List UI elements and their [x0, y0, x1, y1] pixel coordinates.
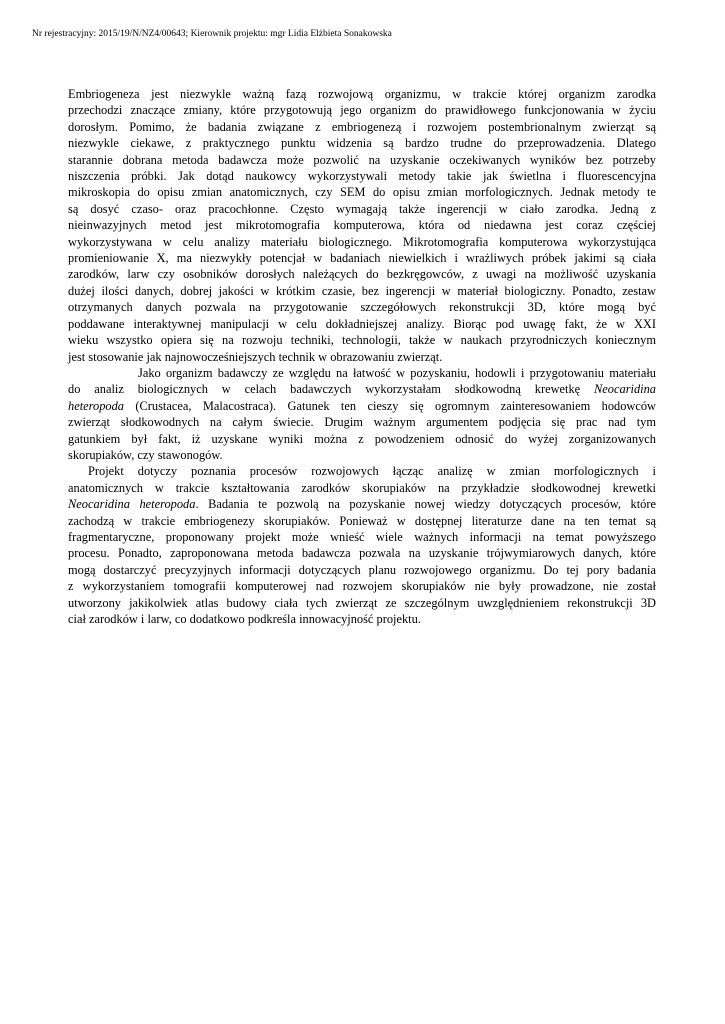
- text-line: anatomicznych w trakcie kształtowania zarodków skorupiaków na przykładzie słodkowodnej krewetki: [68, 480, 656, 495]
- registration-header: Nr rejestracyjny: 2015/19/N/NZ4/00643; Kierownik projektu: mgr Lidia Elżbieta Sonakowska: [32, 29, 392, 39]
- text-line: mikroskopia do opisu zmian anatomicznych, czy SEM do opisu zmian morfologicznych. Jednak metody te: [68, 185, 656, 200]
- text-line: Projekt dotyczy poznania procesów rozwojowych łącząc analizę w zmian morfologicznych i: [88, 464, 656, 479]
- text-line: jest stosowanie jak najnowocześniejszych technik w obrazowaniu zwierząt.: [68, 349, 443, 364]
- text-line: otrzymanych danych pozwala na przygotowanie szczegółowych rekonstrukcji 3D, które mogą być: [68, 300, 656, 315]
- text-line: Embriogeneza jest niezwykle ważną fazą rozwojową organizmu, w trakcie której organizm zarodka: [68, 87, 656, 101]
- document-body: [68, 86, 656, 627]
- text-line: [68, 496, 656, 512]
- text-line: gatunkiem był fakt, iż uzyskane wyniki można z powodzeniem odnosić do wyżej zorganizowanych: [68, 431, 656, 446]
- text-line: dużej ilości danych, dobrej jakości w krótkim czasie, bez ingerencji w materiał biologiczny. Ponadto, zestaw: [68, 283, 656, 298]
- text-line: zachodzą w trakcie embriogenezy skorupiaków. Ponieważ w dostępnej literaturze dane na ten temat są: [68, 513, 656, 528]
- text-line: starannie dobrana metoda badawcza może pozwolić na uzyskanie oczekiwanych wyników bez potrzeby: [68, 152, 656, 167]
- text-run: . Badania te pozwolą na pozyskanie nowej wiedzy dotyczących procesów, które: [195, 497, 656, 512]
- text-line: Jako organizm badawczy ze względu na łatwość w pozyskaniu, hodowli i przygotowaniu materiału: [138, 365, 656, 380]
- text-line: z wykorzystaniem tomografii komputerowej nad rozwojem skorupiaków nie były prowadzone, nie został: [68, 579, 656, 594]
- text-line: [68, 381, 656, 397]
- text-line: fragmentaryczne, proponowany projekt może wnieść wiele ważnych informacji na temat powyższego: [68, 529, 656, 544]
- text-run: (Crustacea, Malacostraca). Gatunek ten cieszy się ogromnym zainteresowaniem hodowców: [123, 398, 656, 413]
- text-line: nieinwazyjnych metod jest mikrotomografia komputerowa, która od niedawna jest coraz częściej: [68, 218, 656, 233]
- text-run: do analiz biologicznych w celach badawczych wykorzystałam słodkowodną krewetkę: [68, 382, 595, 397]
- species-name-italic: Neocaridina: [594, 382, 656, 397]
- text-line: dorosłym. Pomimo, że badania związane z embriogenezą i rozwojem postembrionalnym zwierząt są: [68, 119, 656, 134]
- text-line: [68, 398, 656, 414]
- species-name-italic: heteropoda: [68, 398, 124, 413]
- text-line: zwierząt słodkowodnych na całym świecie. Drugim ważnym argumentem podjęcia się prac nad tym: [68, 415, 656, 430]
- text-line: zarodków, larw czy osobników dorosłych należących do bezkręgowców, z uwagi na możliwość uzyskania: [68, 267, 656, 282]
- text-line: skorupiaków, czy stawonogów.: [68, 447, 223, 462]
- text-line: niszczenia próbki. Jak dotąd naukowcy wykorzystywali metody takie jak świetlna i fluorescencyjna: [68, 169, 656, 184]
- text-line: niezwykle ciekawe, z praktycznego punktu widzenia są bardzo trudne do przeprowadzenia. Dlatego: [68, 136, 656, 151]
- text-line: wykorzystywana w celu analizy materiału biologicznego. Mikrotomografia komputerowa wykorzystująca: [68, 234, 656, 249]
- text-line: utworzony jakikolwiek atlas budowy ciała tych zwierząt ze szczególnym uwzględnieniem rekonstrukcji 3D: [68, 595, 656, 610]
- text-line: promieniowanie X, ma niezwykły potencjał w badaniach niewielkich i wrażliwych próbek jakimi są ciała: [68, 251, 656, 266]
- paragraph-3: [68, 463, 656, 627]
- text-line: wieku wszystko opiera się na rozwoju techniki, technologii, także w naukach przyrodniczych koniecznym: [68, 333, 656, 348]
- text-line: mogą dostarczyć precyzyjnych informacji dotyczących planu rozwojowego organizmu. Do tej pory badania: [68, 562, 656, 577]
- species-name-italic: Neocaridina heteropoda: [68, 497, 196, 512]
- text-line: ciał zarodków i larw, co dodatkowo podkreśla innowacyjność projektu.: [68, 612, 421, 626]
- paragraph-1: [68, 86, 656, 365]
- text-line: procesu. Ponadto, zaproponowana metoda badawcza pozwala na uzyskanie trójwymiarowych danych, które: [68, 546, 656, 561]
- text-line: przechodzi znaczące zmiany, które przygotowują jego organizm do prawidłowego funkcjonowania w życiu: [68, 103, 656, 118]
- paragraph-2: [68, 365, 656, 463]
- text-line: poddawane interaktywnej manipulacji w celu dokładniejszej analizy. Biorąc pod uwagę fakt, że w XXI: [68, 316, 656, 331]
- text-line: są dosyć czaso- oraz pracochłonne. Często wymagają także ingerencji w ciało zarodka. Jedną z: [68, 201, 656, 216]
